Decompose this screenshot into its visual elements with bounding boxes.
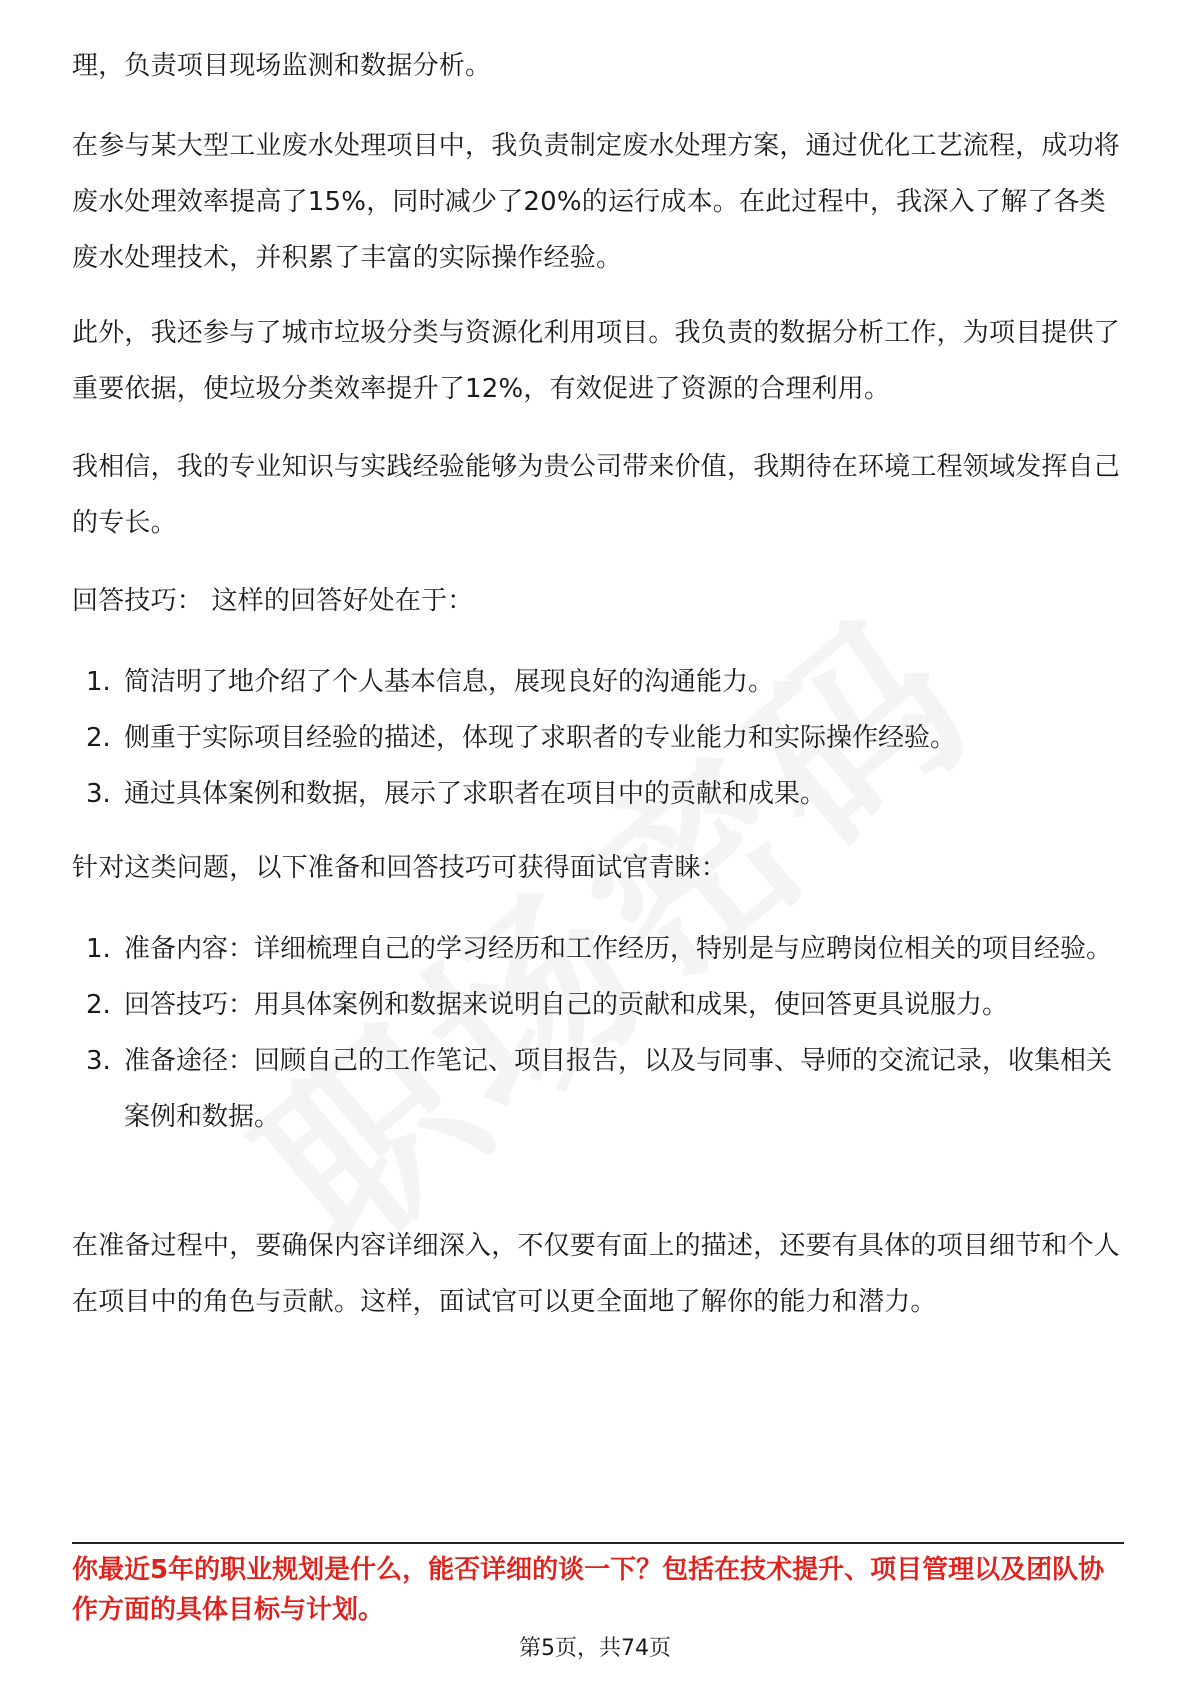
prep-list	[72, 921, 1124, 1145]
next-question-heading: 你最近5年的职业规划是什么，能否详细的谈一下？包括在技术提升、项目管理以及团队协作方面的具体目标与计划。	[72, 1555, 1105, 1625]
list-number: 1.	[86, 934, 111, 964]
section-divider	[72, 1542, 1124, 1544]
paragraph-wastewater-project: 在参与某大型工业废水处理项目中，我负责制定废水处理方案，通过优化工艺流程，成功将废水处理效率提高了15%，同时减少了20%的运行成本。在此过程中，我深入了解了各类废水处理技术，并积累了丰富的实际操作经验。	[72, 131, 1121, 273]
list-number: 1.	[86, 667, 111, 697]
list-number: 3.	[86, 779, 111, 809]
list-number: 3.	[86, 1046, 111, 1076]
list-item	[72, 710, 1124, 766]
list-item	[72, 1033, 1124, 1145]
list-text: 准备内容：详细梳理自己的学习经历和工作经历，特别是与应聘岗位相关的项目经验。	[124, 934, 1113, 964]
benefits-list	[72, 654, 1124, 822]
list-text: 回答技巧：用具体案例和数据来说明自己的贡献和成果，使回答更具说服力。	[124, 990, 1009, 1020]
list-text: 简洁明了地介绍了个人基本信息，展现良好的沟通能力。	[124, 667, 775, 697]
list-item	[72, 766, 1124, 822]
prep-intro: 针对这类问题，以下准备和回答技巧可获得面试官青睐：	[72, 853, 728, 883]
list-item	[72, 977, 1124, 1033]
paragraph-garbage-project: 此外，我还参与了城市垃圾分类与资源化利用项目。我负责的数据分析工作，为项目提供了重要依据，使垃圾分类效率提升了12%，有效促进了资源的合理利用。	[72, 318, 1121, 404]
list-text: 通过具体案例和数据，展示了求职者在项目中的贡献和成果。	[124, 779, 827, 809]
list-text: 准备途径：回顾自己的工作笔记、项目报告，以及与同事、导师的交流记录，收集相关案例和数据。	[124, 1046, 1113, 1132]
list-number: 2.	[86, 990, 111, 1020]
tips-intro: 回答技巧： 这样的回答好处在于：	[72, 586, 474, 616]
paragraph-continuation: 理，负责项目现场监测和数据分析。	[72, 51, 492, 81]
list-number: 2.	[86, 723, 111, 753]
list-item	[72, 921, 1124, 977]
page-footer: 第5页，共74页	[519, 1636, 671, 1661]
paragraph-closing: 在准备过程中，要确保内容详细深入，不仅要有面上的描述，还要有具体的项目细节和个人在项目中的角色与贡献。这样，面试官可以更全面地了解你的能力和潜力。	[72, 1231, 1121, 1317]
list-item	[72, 654, 1124, 710]
list-text: 侧重于实际项目经验的描述，体现了求职者的专业能力和实际操作经验。	[124, 723, 957, 753]
paragraph-belief: 我相信，我的专业知识与实践经验能够为贵公司带来价值，我期待在环境工程领域发挥自己的专长。	[72, 452, 1121, 538]
